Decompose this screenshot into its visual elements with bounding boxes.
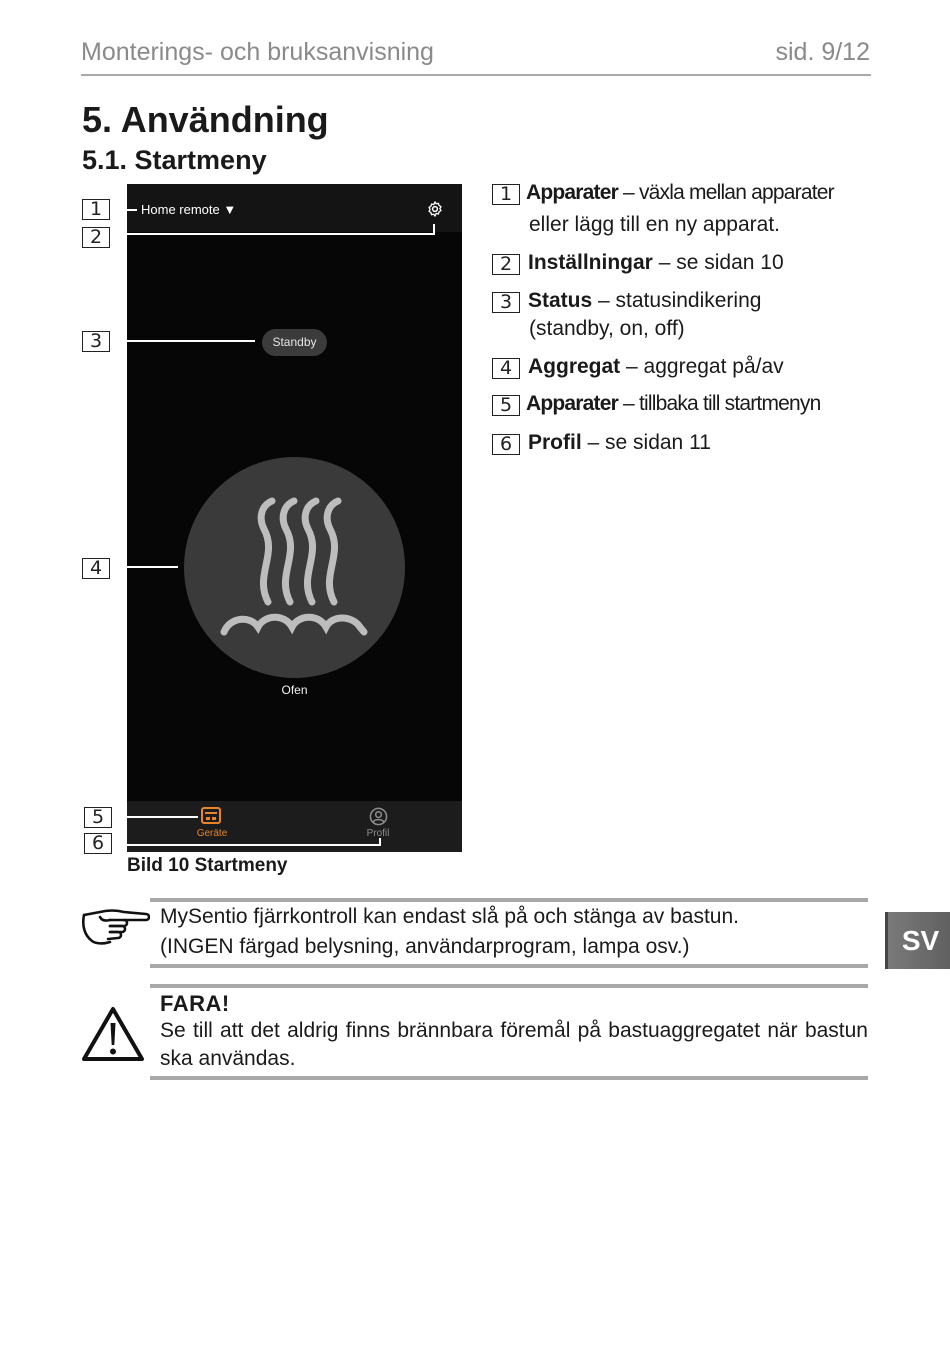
page-number: sid. 9/12 [775, 38, 870, 66]
callout-2: 2 [82, 227, 110, 248]
legend-item-5: Apparater – tillbaka till startmenyn [526, 392, 821, 415]
note-line-2: (INGEN färgad belysning, användarprogram, lampa osv.) [160, 935, 690, 958]
status-badge: Standby [262, 329, 327, 356]
legend-item-3-cont: (standby, on, off) [529, 317, 685, 340]
header-divider [81, 74, 871, 76]
callout-3: 3 [82, 331, 110, 352]
sauna-heater-icon [184, 457, 405, 678]
devices-tab-icon[interactable] [200, 807, 222, 825]
legend-num-6: 6 [492, 434, 520, 455]
app-top-bar [127, 184, 462, 232]
note-bottom-rule [150, 964, 868, 968]
app-screenshot [127, 184, 462, 852]
document-title: Monterings- och bruksanvisning [81, 38, 434, 66]
warning-bottom-rule [150, 1076, 868, 1080]
callout-6: 6 [84, 833, 112, 854]
pointing-hand-icon [80, 905, 150, 947]
legend-num-4: 4 [492, 358, 520, 379]
tab-profile-label[interactable]: Profil [366, 828, 390, 839]
warning-text: Se till att det aldrig finns brännbara föremål på bastuaggregatet när bastun ska användas. [160, 1019, 868, 1070]
legend-item-6: Profil – se sidan 11 [528, 431, 711, 454]
callout-1: 1 [82, 199, 110, 220]
profile-tab-icon[interactable] [369, 807, 388, 826]
legend-item-1: Apparater – växla mellan apparater [526, 181, 834, 204]
tab-devices-label[interactable]: Geräte [196, 828, 228, 839]
subsection-heading: 5.1. Startmeny [82, 145, 267, 175]
legend-num-5: 5 [492, 395, 520, 416]
figure-caption: Bild 10 Startmeny [127, 855, 288, 876]
legend-num-1: 1 [492, 184, 520, 205]
warning-top-rule [150, 984, 868, 988]
warning-triangle-icon [81, 1005, 145, 1062]
device-selector[interactable]: Home remote ▼ [141, 202, 237, 217]
legend-item-3: Status – statusindikering [528, 289, 762, 312]
section-heading: 5. Användning [82, 99, 329, 140]
legend-num-3: 3 [492, 292, 520, 313]
legend-item-2: Inställningar – se sidan 10 [528, 251, 784, 274]
callout-4: 4 [82, 558, 110, 579]
note-line-1: MySentio fjärrkontroll kan endast slå på och stänga av bastun. [160, 905, 739, 928]
sauna-power-button[interactable] [184, 457, 405, 678]
language-tab: SV [885, 912, 950, 969]
legend-item-1-cont: eller lägg till en ny apparat. [529, 213, 780, 236]
bottom-nav [127, 801, 462, 852]
device-label: Ofen [281, 683, 308, 697]
callout-5: 5 [84, 807, 112, 828]
legend-num-2: 2 [492, 254, 520, 275]
settings-gear-icon[interactable] [426, 200, 444, 218]
warning-title: FARA! [160, 991, 230, 1016]
legend-item-4: Aggregat – aggregat på/av [528, 355, 784, 378]
